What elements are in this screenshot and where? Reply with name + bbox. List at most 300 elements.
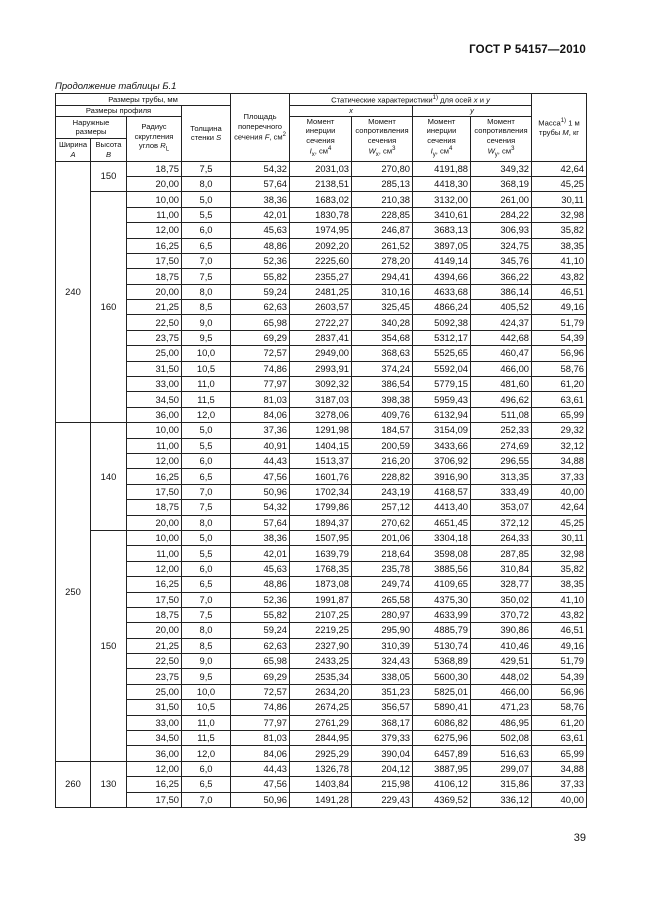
width-header [56,139,91,162]
wy-cell: 516,63 [471,746,532,761]
wy-cell: 424,37 [471,315,532,330]
ix-cell: 3092,32 [290,377,352,392]
table-row [56,330,587,345]
area-cell: 65,98 [231,315,290,330]
mass-cell: 58,76 [532,700,587,715]
thickness-cell: 8,0 [182,515,231,530]
table-row [56,500,587,515]
iy-symbol: I [430,146,433,156]
area-cell: 55,82 [231,607,290,622]
table-row [56,223,587,238]
ix-cell: 1513,37 [290,454,352,469]
table-row [56,207,587,222]
wx-cell: 201,06 [352,530,413,545]
mass-tail: 1 м трубы [538,118,580,138]
height-group-cell: 150 [91,530,127,761]
ix-cell: 1326,78 [290,761,352,776]
ix-cell: 1403,84 [290,777,352,792]
axis-x-header: x [290,106,413,117]
iy-cell: 5592,04 [413,361,471,376]
ix-cell: 2225,60 [290,253,352,268]
thickness-cell: 6,5 [182,777,231,792]
height-group-cell: 160 [91,192,127,423]
iy-cell: 4369,52 [413,792,471,807]
ix-cell: 2761,29 [290,715,352,730]
thickness-cell: 10,0 [182,346,231,361]
iy-header: Момент инерции сечения $I_y$, $см^4$ [413,116,471,161]
thickness-cell: 8,5 [182,638,231,653]
wy-cell: 429,51 [471,654,532,669]
radius-cell: 17,50 [127,253,182,268]
area-cell: 38,36 [231,192,290,207]
height-symbol: B [105,149,112,159]
wy-cell: 264,33 [471,530,532,545]
ix-cell: 2844,95 [290,731,352,746]
thickness-header [182,106,231,162]
mass-cell: 35,82 [532,561,587,576]
radius-header [127,116,182,161]
wx-cell: 310,39 [352,638,413,653]
area-cell: 59,24 [231,623,290,638]
wx-cell: 280,97 [352,607,413,622]
mass-cell: 34,88 [532,454,587,469]
radius-cell: 18,75 [127,269,182,284]
wy-cell: 324,75 [471,238,532,253]
thickness-cell: 5,5 [182,546,231,561]
mass-unit: кг [572,128,580,138]
pipe-sizes-header: Размеры трубы, мм [56,94,231,106]
wy-cell: 502,08 [471,731,532,746]
mass-cell: 40,00 [532,792,587,807]
area-cell: 72,57 [231,346,290,361]
iy-cell: 3683,13 [413,223,471,238]
iy-cell: 3916,90 [413,469,471,484]
thickness-cell: 7,0 [182,592,231,607]
iy-cell: 3154,09 [413,423,471,438]
iy-cell: 4149,14 [413,253,471,268]
thickness-cell: 7,0 [182,484,231,499]
mass-cell: 38,35 [532,577,587,592]
area-cell: 45,63 [231,561,290,576]
table-row [56,469,587,484]
iy-cell: 4633,99 [413,607,471,622]
wx-cell: 270,80 [352,161,413,176]
width-group-cell: 240 [56,161,91,423]
wy-cell: 410,46 [471,638,532,653]
mass-cell: 34,88 [532,761,587,776]
static-axis-y: y [486,95,490,105]
thickness-cell: 8,0 [182,284,231,299]
thickness-cell: 7,5 [182,269,231,284]
ix-symbol: I [309,146,312,156]
area-cell: 45,63 [231,223,290,238]
thickness-cell: 6,0 [182,223,231,238]
mass-cell: 30,11 [532,192,587,207]
table-row [56,654,587,669]
radius-cell: 34,50 [127,731,182,746]
area-cell: 42,01 [231,546,290,561]
thickness-cell: 9,0 [182,315,231,330]
wy-header: Момент сопротивления сечения $W_y$, $см^3$ [471,116,532,161]
iy-cell: 4375,30 [413,592,471,607]
ix-cell: 2674,25 [290,700,352,715]
wx-unit-sup: 3 [392,146,396,153]
wx-cell: 204,12 [352,761,413,776]
mass-cell: 54,39 [532,330,587,345]
area-cell: 47,56 [231,469,290,484]
mass-cell: 38,35 [532,238,587,253]
wx-cell: 325,45 [352,300,413,315]
area-cell: 44,43 [231,454,290,469]
table-row [56,315,587,330]
iy-cell: 5368,89 [413,654,471,669]
wx-cell: 235,78 [352,561,413,576]
wy-cell: 306,93 [471,223,532,238]
wy-cell: 466,00 [471,361,532,376]
wx-cell: 228,85 [352,207,413,222]
ix-cell: 2634,20 [290,684,352,699]
table-row [56,746,587,761]
table-row [56,792,587,807]
wy-cell: 368,19 [471,176,532,191]
table-row [56,407,587,422]
wx-cell: 270,62 [352,515,413,530]
table-row [56,592,587,607]
wy-cell: 284,22 [471,207,532,222]
iy-cell: 4651,45 [413,515,471,530]
mass-cell: 65,99 [532,746,587,761]
iy-cell: 5525,65 [413,346,471,361]
area-cell: 65,98 [231,654,290,669]
thickness-cell: 6,5 [182,238,231,253]
radius-cell: 21,25 [127,300,182,315]
mass-footnote: 1) [560,118,567,125]
mass-cell: 54,39 [532,669,587,684]
thickness-cell: 5,5 [182,438,231,453]
wx-cell: 409,76 [352,407,413,422]
radius-cell: 10,00 [127,192,182,207]
table-row [56,623,587,638]
mass-cell: 45,25 [532,176,587,191]
ix-cell: 2031,03 [290,161,352,176]
wy-symbol: W [487,146,495,156]
wy-cell: 496,62 [471,392,532,407]
static-label: Статические характеристики [331,95,433,105]
radius-cell: 25,00 [127,346,182,361]
table-row [56,638,587,653]
iy-subscript: y [432,152,436,159]
mass-cell: 51,79 [532,315,587,330]
static-header [290,94,532,106]
wy-cell: 336,12 [471,792,532,807]
iy-cell: 6132,94 [413,407,471,422]
radius-cell: 17,50 [127,484,182,499]
iy-unit: см [440,146,450,156]
table-row [56,361,587,376]
thickness-cell: 12,0 [182,746,231,761]
thickness-cell: 9,5 [182,330,231,345]
mass-cell: 56,96 [532,684,587,699]
wx-cell: 218,64 [352,546,413,561]
ix-cell: 2722,27 [290,315,352,330]
radius-cell: 31,50 [127,700,182,715]
area-cell: 54,32 [231,500,290,515]
table-row [56,192,587,207]
wx-cell: 295,90 [352,623,413,638]
wx-cell: 340,28 [352,315,413,330]
wx-unit: см [383,146,393,156]
thickness-cell: 12,0 [182,407,231,422]
table-caption: Продолжение таблицы Б.1 [55,81,177,92]
thickness-cell: 8,0 [182,176,231,191]
iy-cell: 4633,68 [413,284,471,299]
radius-cell: 36,00 [127,746,182,761]
mass-cell: 61,20 [532,377,587,392]
mass-cell: 40,00 [532,484,587,499]
area-cell: 42,01 [231,207,290,222]
page-number: 39 [573,832,586,844]
wx-cell: 324,43 [352,654,413,669]
thickness-cell: 5,0 [182,423,231,438]
iy-cell: 3598,08 [413,546,471,561]
profile-sizes-header: Размеры профиля [56,106,182,117]
ix-unit-sup: 4 [328,146,332,153]
thickness-cell: 10,5 [182,361,231,376]
height-group-cell: 130 [91,761,127,807]
radius-cell: 16,25 [127,469,182,484]
iy-cell: 4106,12 [413,777,471,792]
iy-label: Момент инерции сечения [426,116,457,145]
wy-cell: 345,76 [471,253,532,268]
thickness-label: Толщина стенки [190,123,222,143]
iy-cell: 5890,41 [413,700,471,715]
thickness-cell: 6,0 [182,561,231,576]
iy-cell: 3885,56 [413,561,471,576]
table-row [56,346,587,361]
height-group-cell: 140 [91,423,127,531]
table-row [56,530,587,545]
table-row [56,777,587,792]
wy-cell: 448,02 [471,669,532,684]
area-unit-sup: 2 [282,132,286,139]
mass-cell: 32,98 [532,207,587,222]
ix-cell: 1683,02 [290,192,352,207]
wx-cell: 351,23 [352,684,413,699]
wx-cell: 368,17 [352,715,413,730]
table-row [56,684,587,699]
wy-cell: 299,07 [471,761,532,776]
radius-cell: 11,00 [127,207,182,222]
wx-cell: 210,38 [352,192,413,207]
wy-cell: 405,52 [471,300,532,315]
wx-cell: 243,19 [352,484,413,499]
data-table [55,93,587,808]
table-row [56,731,587,746]
area-cell: 55,82 [231,269,290,284]
iy-cell: 6086,82 [413,715,471,730]
thickness-cell: 6,5 [182,469,231,484]
mass-cell: 45,25 [532,515,587,530]
radius-cell: 23,75 [127,330,182,345]
ix-unit: см [319,146,329,156]
ix-header: Момент инерции сечения $I_x$, $см^4$ [290,116,352,161]
wx-cell: 184,57 [352,423,413,438]
mass-cell: 43,82 [532,607,587,622]
ix-cell: 2535,34 [290,669,352,684]
table-row [56,669,587,684]
wy-cell: 471,23 [471,700,532,715]
table-row [56,454,587,469]
document-header: ГОСТ Р 54157—2010 [469,44,586,56]
ix-cell: 2219,25 [290,623,352,638]
wy-cell: 313,35 [471,469,532,484]
wx-cell: 216,20 [352,454,413,469]
ix-cell: 1404,15 [290,438,352,453]
iy-cell: 5825,01 [413,684,471,699]
iy-unit-sup: 4 [449,146,453,153]
iy-cell: 5092,38 [413,315,471,330]
ix-cell: 2837,41 [290,330,352,345]
thickness-cell: 7,5 [182,161,231,176]
thickness-cell: 7,5 [182,500,231,515]
iy-cell: 4866,24 [413,300,471,315]
table-row [56,577,587,592]
area-cell: 62,63 [231,638,290,653]
mass-cell: 65,99 [532,407,587,422]
radius-subscript: L [165,146,170,153]
table-row [56,392,587,407]
radius-cell: 36,00 [127,407,182,422]
wy-unit: см [502,146,512,156]
area-cell: 74,86 [231,700,290,715]
iy-cell: 4191,88 [413,161,471,176]
ix-cell: 2949,00 [290,346,352,361]
iy-cell: 4109,65 [413,577,471,592]
radius-cell: 16,25 [127,577,182,592]
thickness-symbol: S [216,133,222,143]
table-row [56,546,587,561]
mass-cell: 41,10 [532,592,587,607]
area-cell: 44,43 [231,761,290,776]
wx-subscript: x [375,152,379,159]
wx-cell: 386,54 [352,377,413,392]
thickness-cell: 7,0 [182,253,231,268]
iy-cell: 5959,43 [413,392,471,407]
wy-cell: 481,60 [471,377,532,392]
thickness-cell: 5,5 [182,207,231,222]
area-cell: 77,97 [231,377,290,392]
wx-cell: 310,16 [352,284,413,299]
area-cell: 81,03 [231,392,290,407]
wx-cell: 265,58 [352,592,413,607]
table-row [56,515,587,530]
table-row [56,484,587,499]
thickness-cell: 6,0 [182,454,231,469]
thickness-cell: 8,5 [182,300,231,315]
iy-cell: 4418,30 [413,176,471,191]
table-row [56,700,587,715]
radius-cell: 17,50 [127,792,182,807]
wy-cell: 511,08 [471,407,532,422]
table-row [56,438,587,453]
mass-cell: 30,11 [532,530,587,545]
ix-cell: 1639,79 [290,546,352,561]
thickness-cell: 11,0 [182,377,231,392]
area-unit: см [273,132,283,142]
radius-cell: 16,25 [127,777,182,792]
mass-cell: 46,51 [532,623,587,638]
height-label: Высота [95,140,122,150]
radius-cell: 12,00 [127,761,182,776]
ix-cell: 1873,08 [290,577,352,592]
thickness-cell: 7,5 [182,607,231,622]
radius-cell: 11,00 [127,438,182,453]
iy-cell: 6275,96 [413,731,471,746]
mass-cell: 37,33 [532,469,587,484]
wy-cell: 315,86 [471,777,532,792]
mass-cell: 29,32 [532,423,587,438]
wy-cell: 486,95 [471,715,532,730]
table-row [56,269,587,284]
iy-cell: 4885,79 [413,623,471,638]
iy-cell: 5130,74 [413,638,471,653]
iy-cell: 3706,92 [413,454,471,469]
area-cell: 69,29 [231,330,290,345]
table-row [56,238,587,253]
mass-cell: 42,64 [532,161,587,176]
iy-cell: 4168,57 [413,484,471,499]
iy-cell: 5779,15 [413,377,471,392]
wx-cell: 229,43 [352,792,413,807]
wy-cell: 366,22 [471,269,532,284]
area-cell: 74,86 [231,361,290,376]
wx-cell: 368,63 [352,346,413,361]
thickness-cell: 9,0 [182,654,231,669]
wx-cell: 338,05 [352,669,413,684]
wy-cell: 350,02 [471,592,532,607]
wy-cell: 460,47 [471,346,532,361]
width-label: Ширина [58,140,88,150]
radius-cell: 33,00 [127,377,182,392]
mass-cell: 61,20 [532,715,587,730]
thickness-cell: 6,0 [182,761,231,776]
ix-cell: 2481,25 [290,284,352,299]
table-row [56,284,587,299]
area-cell: 52,36 [231,253,290,268]
area-cell: 47,56 [231,777,290,792]
wy-cell: 390,86 [471,623,532,638]
mass-cell: 63,61 [532,392,587,407]
ix-cell: 2433,25 [290,654,352,669]
wx-cell: 354,68 [352,330,413,345]
mass-cell: 49,16 [532,638,587,653]
width-group-cell: 260 [56,761,91,807]
radius-cell: 20,00 [127,284,182,299]
ix-cell: 2603,57 [290,300,352,315]
mass-label: Масса [538,118,561,128]
ix-cell: 1491,28 [290,792,352,807]
wy-cell: 328,77 [471,577,532,592]
wx-cell: 278,20 [352,253,413,268]
mass-header: Масса$^{1)}$ 1 м трубы M, кг [532,94,587,162]
area-cell: 52,36 [231,592,290,607]
radius-cell: 10,00 [127,530,182,545]
wx-cell: 257,12 [352,500,413,515]
ix-cell: 1507,95 [290,530,352,545]
radius-cell: 20,00 [127,515,182,530]
iy-cell: 3304,18 [413,530,471,545]
radius-cell: 22,50 [127,654,182,669]
